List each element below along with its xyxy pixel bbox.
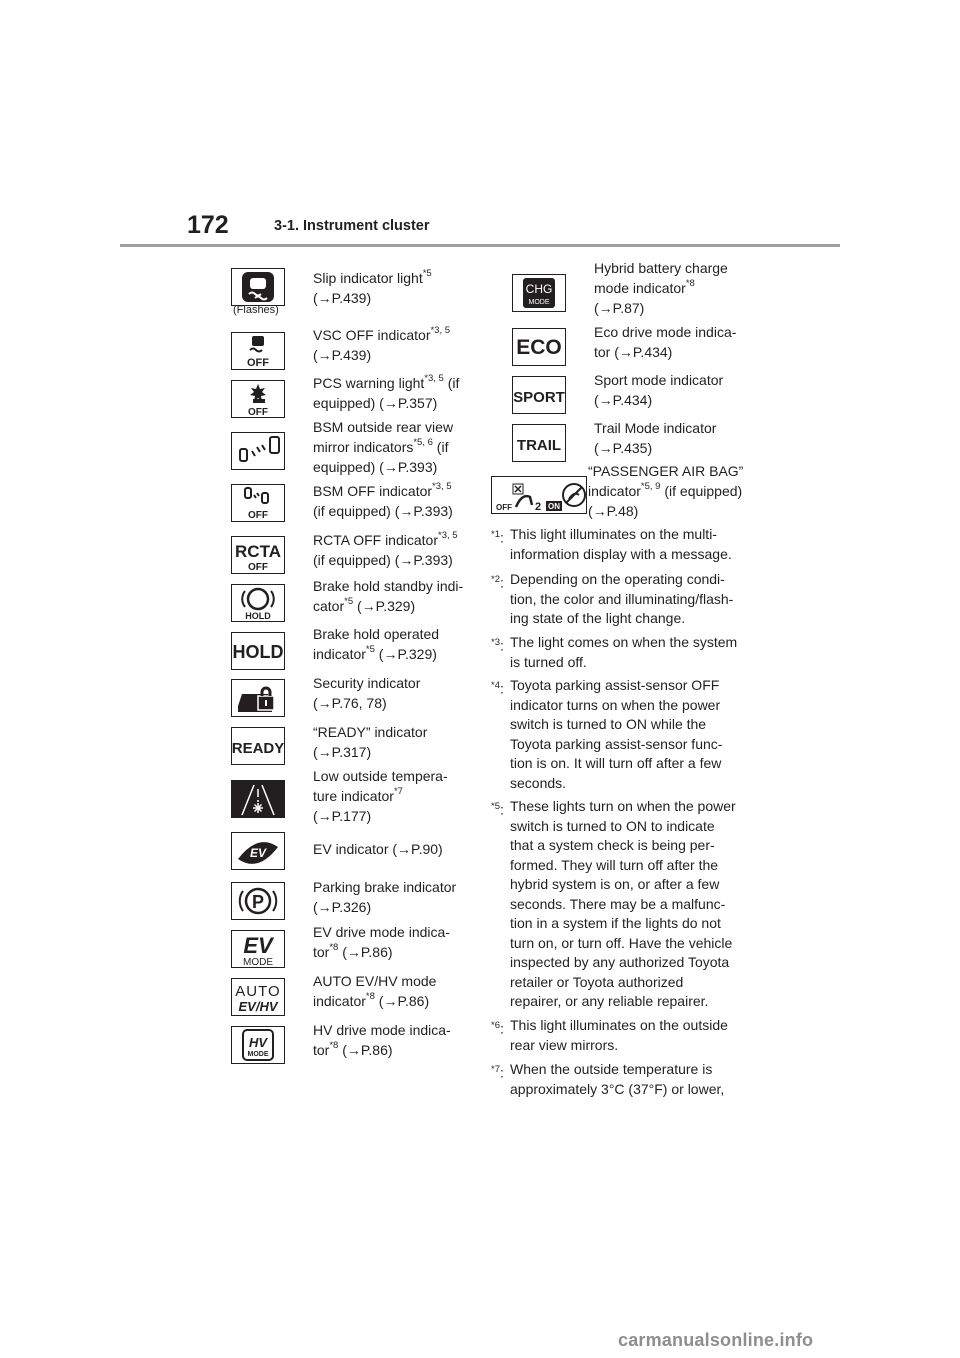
svg-text:MODE: MODE bbox=[247, 1051, 269, 1058]
svg-text:HV: HV bbox=[248, 1035, 268, 1050]
description-text: (→P.87) bbox=[594, 300, 645, 316]
svg-text:CHG: CHG bbox=[525, 282, 553, 296]
description-line bbox=[594, 278, 728, 298]
description-text: Security indicator bbox=[313, 675, 421, 691]
description-text: (if bbox=[443, 375, 460, 391]
description-text: (→P.177) bbox=[313, 808, 372, 824]
svg-text:OFF: OFF bbox=[248, 562, 268, 573]
indicator-description bbox=[594, 370, 723, 410]
ev-indicator-icon bbox=[231, 832, 285, 870]
ev-drive-mode-icon bbox=[231, 930, 285, 968]
svg-text:RCTA: RCTA bbox=[235, 542, 281, 561]
description-text: Brake hold operated bbox=[313, 626, 440, 642]
description-text: Low outside tempera- bbox=[313, 768, 448, 784]
indicator-description bbox=[313, 325, 450, 365]
footnote-mark: $^{*3}$: bbox=[491, 637, 504, 654]
description-line bbox=[313, 501, 453, 521]
footnote-reference: *3, 5 bbox=[432, 481, 452, 493]
footnote-line: that a system check is being per- bbox=[510, 837, 715, 853]
description-text: (→P.48) bbox=[588, 503, 639, 519]
footnote-line: seconds. There may be a malfunc- bbox=[510, 895, 726, 912]
low-temperature-icon bbox=[231, 780, 285, 818]
description-text: indicator bbox=[588, 483, 641, 499]
svg-text:OFF: OFF bbox=[247, 357, 269, 369]
description-text: cator bbox=[313, 598, 345, 614]
page-number: 172 bbox=[187, 211, 229, 239]
description-text: Brake hold standby indi- bbox=[313, 578, 464, 594]
description-line bbox=[313, 786, 448, 806]
vsc-off-icon bbox=[231, 332, 285, 370]
footnote-reference: *8 bbox=[365, 991, 375, 1003]
description-text: (→P.86) bbox=[338, 1042, 393, 1058]
footnote bbox=[491, 1016, 751, 1055]
footnote-reference: *7 bbox=[393, 786, 403, 798]
hybrid-charge-mode-icon bbox=[512, 274, 566, 312]
svg-text:OFF: OFF bbox=[248, 407, 268, 417]
description-text: (→P.326) bbox=[313, 899, 372, 915]
indicator-description bbox=[313, 530, 458, 570]
description-line bbox=[313, 922, 450, 942]
footnote-line: hybrid system is on, or after a few bbox=[510, 876, 720, 892]
svg-text:HOLD: HOLD bbox=[245, 611, 271, 621]
indicator-description bbox=[313, 268, 432, 308]
security-icon bbox=[231, 679, 285, 717]
footnote-reference: *5, 6 bbox=[413, 437, 433, 449]
description-line bbox=[594, 438, 716, 458]
description-line bbox=[313, 1040, 451, 1060]
watermark: carmanualsonline.info bbox=[618, 1330, 814, 1350]
footnote-reference: *8 bbox=[329, 1040, 339, 1052]
svg-text:EV: EV bbox=[243, 933, 273, 958]
parking-brake-icon bbox=[231, 882, 285, 920]
description-line bbox=[313, 576, 463, 596]
footnote-mark: $^{*6}$: bbox=[491, 1020, 504, 1037]
description-text: VSC OFF indicator bbox=[313, 327, 431, 343]
footnote-reference: *5 bbox=[344, 596, 354, 608]
description-line bbox=[594, 390, 723, 410]
header-divider bbox=[120, 244, 840, 247]
description-line bbox=[313, 1020, 451, 1040]
slip-indicator-icon bbox=[231, 268, 285, 306]
sport-mode-icon bbox=[512, 376, 566, 414]
footnote bbox=[491, 525, 751, 564]
footnote-reference: *8 bbox=[685, 278, 695, 290]
footnote-mark: $^{*4}$: bbox=[491, 680, 504, 697]
description-text: (→P.86) bbox=[338, 944, 393, 960]
footnote-line: approximately 3°C (37°F) or lower, bbox=[510, 1080, 725, 1097]
svg-text:MODE: MODE bbox=[243, 957, 273, 967]
description-text: EV drive mode indica- bbox=[313, 924, 450, 940]
footnote-line: repairer, or any reliable repairer. bbox=[510, 993, 709, 1009]
description-text: indicator bbox=[313, 646, 366, 662]
footnote bbox=[491, 676, 751, 793]
rcta-off-icon bbox=[231, 536, 285, 574]
footnote-line: The light comes on when the system bbox=[510, 634, 738, 650]
description-text: equipped) (→P.357) bbox=[313, 395, 438, 411]
description-text: Hybrid battery charge bbox=[594, 260, 728, 276]
description-line bbox=[594, 342, 736, 362]
indicator-description bbox=[313, 481, 453, 521]
indicator-description bbox=[594, 258, 728, 318]
description-line bbox=[594, 322, 736, 342]
footnote bbox=[491, 797, 751, 1012]
brake-hold-standby-icon bbox=[231, 584, 285, 622]
description-text: mode indicator bbox=[594, 280, 686, 296]
footnote-line: is turned off. bbox=[510, 653, 587, 670]
description-line bbox=[313, 288, 432, 308]
footnote-line: indicator turns on when the power bbox=[510, 696, 721, 713]
bsm-off-icon bbox=[231, 484, 285, 522]
footnote-mark: $^{*2}$: bbox=[491, 574, 504, 591]
description-text: Eco drive mode indica- bbox=[594, 324, 737, 340]
svg-text:READY: READY bbox=[232, 740, 284, 757]
indicator-description bbox=[313, 576, 463, 616]
description-line bbox=[313, 806, 448, 826]
svg-text:OFF: OFF bbox=[248, 510, 268, 521]
indicator-description bbox=[313, 1020, 451, 1060]
footnote bbox=[491, 570, 751, 629]
svg-text:HOLD: HOLD bbox=[232, 642, 284, 662]
indicator-description bbox=[313, 722, 427, 762]
footnote-line: When the outside temperature is bbox=[510, 1061, 713, 1077]
svg-text:MODE: MODE bbox=[528, 299, 550, 306]
footnote-line: Toyota parking assist-sensor func- bbox=[510, 735, 723, 752]
description-text: Parking brake indicator bbox=[313, 879, 457, 895]
description-line bbox=[313, 693, 420, 713]
indicator-description bbox=[313, 624, 439, 664]
footnote-line: These lights turn on when the power bbox=[510, 798, 736, 814]
description-text: (if equipped) (→P.393) bbox=[313, 552, 453, 568]
eco-drive-mode-icon bbox=[512, 328, 566, 366]
description-text: AUTO EV/HV mode bbox=[313, 973, 437, 989]
description-line bbox=[313, 325, 450, 345]
description-text: “READY” indicator bbox=[313, 724, 428, 740]
description-line bbox=[313, 942, 450, 962]
description-text: (→P.317) bbox=[313, 744, 372, 760]
description-line bbox=[313, 624, 439, 644]
page-header bbox=[0, 0, 960, 260]
description-line bbox=[594, 418, 716, 438]
svg-text:ECO: ECO bbox=[516, 336, 562, 359]
hv-drive-mode-icon bbox=[231, 1026, 285, 1064]
indicator-description bbox=[313, 839, 443, 859]
flashes-caption: (Flashes) bbox=[233, 304, 279, 316]
footnote-line: seconds. bbox=[510, 774, 567, 791]
description-line bbox=[313, 897, 456, 917]
footnote-reference: *5 bbox=[422, 268, 432, 280]
footnote-mark: $^{*5}$: bbox=[491, 801, 504, 818]
svg-text:P: P bbox=[251, 892, 265, 912]
description-line bbox=[313, 596, 463, 616]
description-text: (→P.86) bbox=[374, 993, 430, 1009]
footnote-line: formed. They will turn off after the bbox=[510, 856, 719, 873]
description-text: (→P.434) bbox=[594, 392, 653, 408]
indicator-description bbox=[313, 373, 459, 413]
description-text: BSM outside rear view bbox=[313, 419, 454, 435]
footnote-reference: *3, 5 bbox=[438, 530, 458, 542]
footnote-line: tion in a system if the lights do not bbox=[510, 915, 721, 931]
footnote-line: ing state of the light change. bbox=[510, 610, 686, 626]
description-text: HV drive mode indica- bbox=[313, 1022, 451, 1038]
description-line bbox=[313, 373, 459, 393]
description-text: tor bbox=[313, 944, 330, 960]
description-text: EV indicator (→P.90) bbox=[313, 841, 443, 857]
footnote-line: This light illuminates on the outside bbox=[510, 1017, 728, 1033]
svg-text:EV/HV: EV/HV bbox=[238, 999, 278, 1014]
indicator-description bbox=[313, 417, 453, 477]
indicator-description bbox=[313, 922, 450, 962]
description-line bbox=[313, 839, 443, 859]
description-text: tor bbox=[313, 1042, 330, 1058]
description-text: Trail Mode indicator bbox=[594, 420, 717, 436]
description-line bbox=[313, 345, 450, 365]
footnote-reference: *3, 5 bbox=[424, 373, 444, 385]
description-text: mirror indicators bbox=[313, 439, 414, 455]
trail-mode-icon bbox=[512, 424, 566, 462]
description-line bbox=[594, 258, 728, 278]
indicator-description bbox=[594, 418, 716, 458]
description-text: “PASSENGER AIR BAG” bbox=[588, 463, 744, 479]
auto-ev-hv-icon bbox=[231, 978, 285, 1016]
description-line bbox=[588, 461, 743, 481]
footnote-mark: $^{*1}$: bbox=[491, 529, 504, 546]
description-line bbox=[313, 393, 459, 413]
footnote-reference: *3, 5 bbox=[430, 325, 451, 337]
description-line bbox=[313, 268, 432, 288]
description-line bbox=[313, 766, 448, 786]
description-text: Slip indicator light bbox=[313, 270, 423, 286]
passenger-air-bag-icon bbox=[491, 476, 587, 514]
description-text: (→P.329) bbox=[374, 646, 437, 662]
description-line bbox=[313, 991, 436, 1011]
description-text: BSM OFF indicator bbox=[313, 483, 433, 499]
indicator-description bbox=[594, 322, 736, 362]
description-text: Sport mode indicator bbox=[594, 372, 724, 388]
footnote-line: Depending on the operating condi- bbox=[510, 571, 725, 587]
description-line bbox=[588, 481, 743, 501]
description-line bbox=[313, 530, 458, 550]
footnote-line: switch is turned to ON to indicate bbox=[510, 817, 715, 834]
footnote-reference: *8 bbox=[329, 942, 339, 954]
indicator-description bbox=[313, 766, 448, 826]
footnote bbox=[491, 1060, 751, 1099]
footnote-line: tion is on. It will turn off after a few bbox=[510, 755, 722, 771]
description-line bbox=[313, 673, 420, 693]
footnote bbox=[491, 633, 751, 672]
description-line bbox=[594, 298, 728, 318]
description-text: (if equipped) (→P.393) bbox=[313, 503, 453, 519]
footnote-reference: *5, 9 bbox=[640, 481, 661, 493]
description-text: (→P.435) bbox=[594, 440, 653, 456]
description-text: (→P.439) bbox=[313, 347, 372, 363]
footnote-reference: *5 bbox=[365, 644, 375, 656]
description-text: RCTA OFF indicator bbox=[313, 532, 438, 548]
footnote-line: switch is turned to ON while the bbox=[510, 716, 707, 732]
description-line bbox=[588, 501, 743, 521]
footnote-line: inspected by any authorized Toyota bbox=[510, 954, 730, 970]
footnote-line: retailer or Toyota authorized bbox=[510, 973, 684, 990]
section-title: 3-1. Instrument cluster bbox=[274, 218, 430, 234]
footnote-line: This light illuminates on the multi- bbox=[510, 526, 717, 542]
description-text: (→P.439) bbox=[313, 290, 372, 306]
description-line bbox=[313, 457, 453, 477]
description-line bbox=[313, 877, 456, 897]
footnote-line: Toyota parking assist-sensor OFF bbox=[510, 677, 720, 693]
description-text: (if bbox=[432, 439, 449, 455]
footnote-line: information display with a message. bbox=[510, 545, 732, 562]
indicator-description bbox=[313, 673, 420, 713]
description-text: equipped) (→P.393) bbox=[313, 459, 438, 475]
description-text: (→P.329) bbox=[353, 598, 416, 614]
description-line bbox=[313, 437, 453, 457]
description-line bbox=[313, 644, 439, 664]
pcs-warning-icon bbox=[231, 380, 285, 418]
svg-text:EV: EV bbox=[249, 846, 267, 860]
description-text: tor (→P.434) bbox=[594, 344, 673, 360]
svg-text:TRAIL: TRAIL bbox=[516, 437, 562, 454]
footnote-line: tion, the color and illuminating/flash- bbox=[510, 590, 734, 607]
description-line bbox=[313, 742, 427, 762]
footnote-mark: $^{*7}$: bbox=[491, 1064, 504, 1081]
description-text: (→P.76, 78) bbox=[313, 695, 387, 711]
footnote-line: rear view mirrors. bbox=[510, 1036, 619, 1053]
description-line bbox=[313, 971, 436, 991]
svg-text:OFF: OFF bbox=[496, 503, 512, 512]
svg-text:2: 2 bbox=[534, 501, 542, 513]
description-text: ture indicator bbox=[313, 788, 394, 804]
description-text: (if equipped) bbox=[660, 483, 743, 499]
ready-icon bbox=[231, 727, 285, 765]
indicator-description bbox=[313, 877, 456, 917]
description-text: indicator bbox=[313, 993, 366, 1009]
description-line bbox=[313, 481, 453, 501]
description-line bbox=[313, 550, 458, 570]
svg-text:SPORT: SPORT bbox=[513, 389, 565, 406]
bsm-mirror-icon bbox=[231, 432, 285, 470]
description-line bbox=[313, 417, 453, 437]
svg-text:AUTO: AUTO bbox=[235, 983, 281, 1000]
indicator-description bbox=[588, 461, 743, 521]
footnote-line: turn on, or turn off. Have the vehicle bbox=[510, 934, 733, 951]
brake-hold-operated-icon bbox=[231, 632, 285, 670]
description-line bbox=[594, 370, 723, 390]
indicator-description bbox=[313, 971, 436, 1011]
description-text: PCS warning light bbox=[313, 375, 425, 391]
svg-text:ON: ON bbox=[548, 502, 560, 511]
description-line bbox=[313, 722, 427, 742]
